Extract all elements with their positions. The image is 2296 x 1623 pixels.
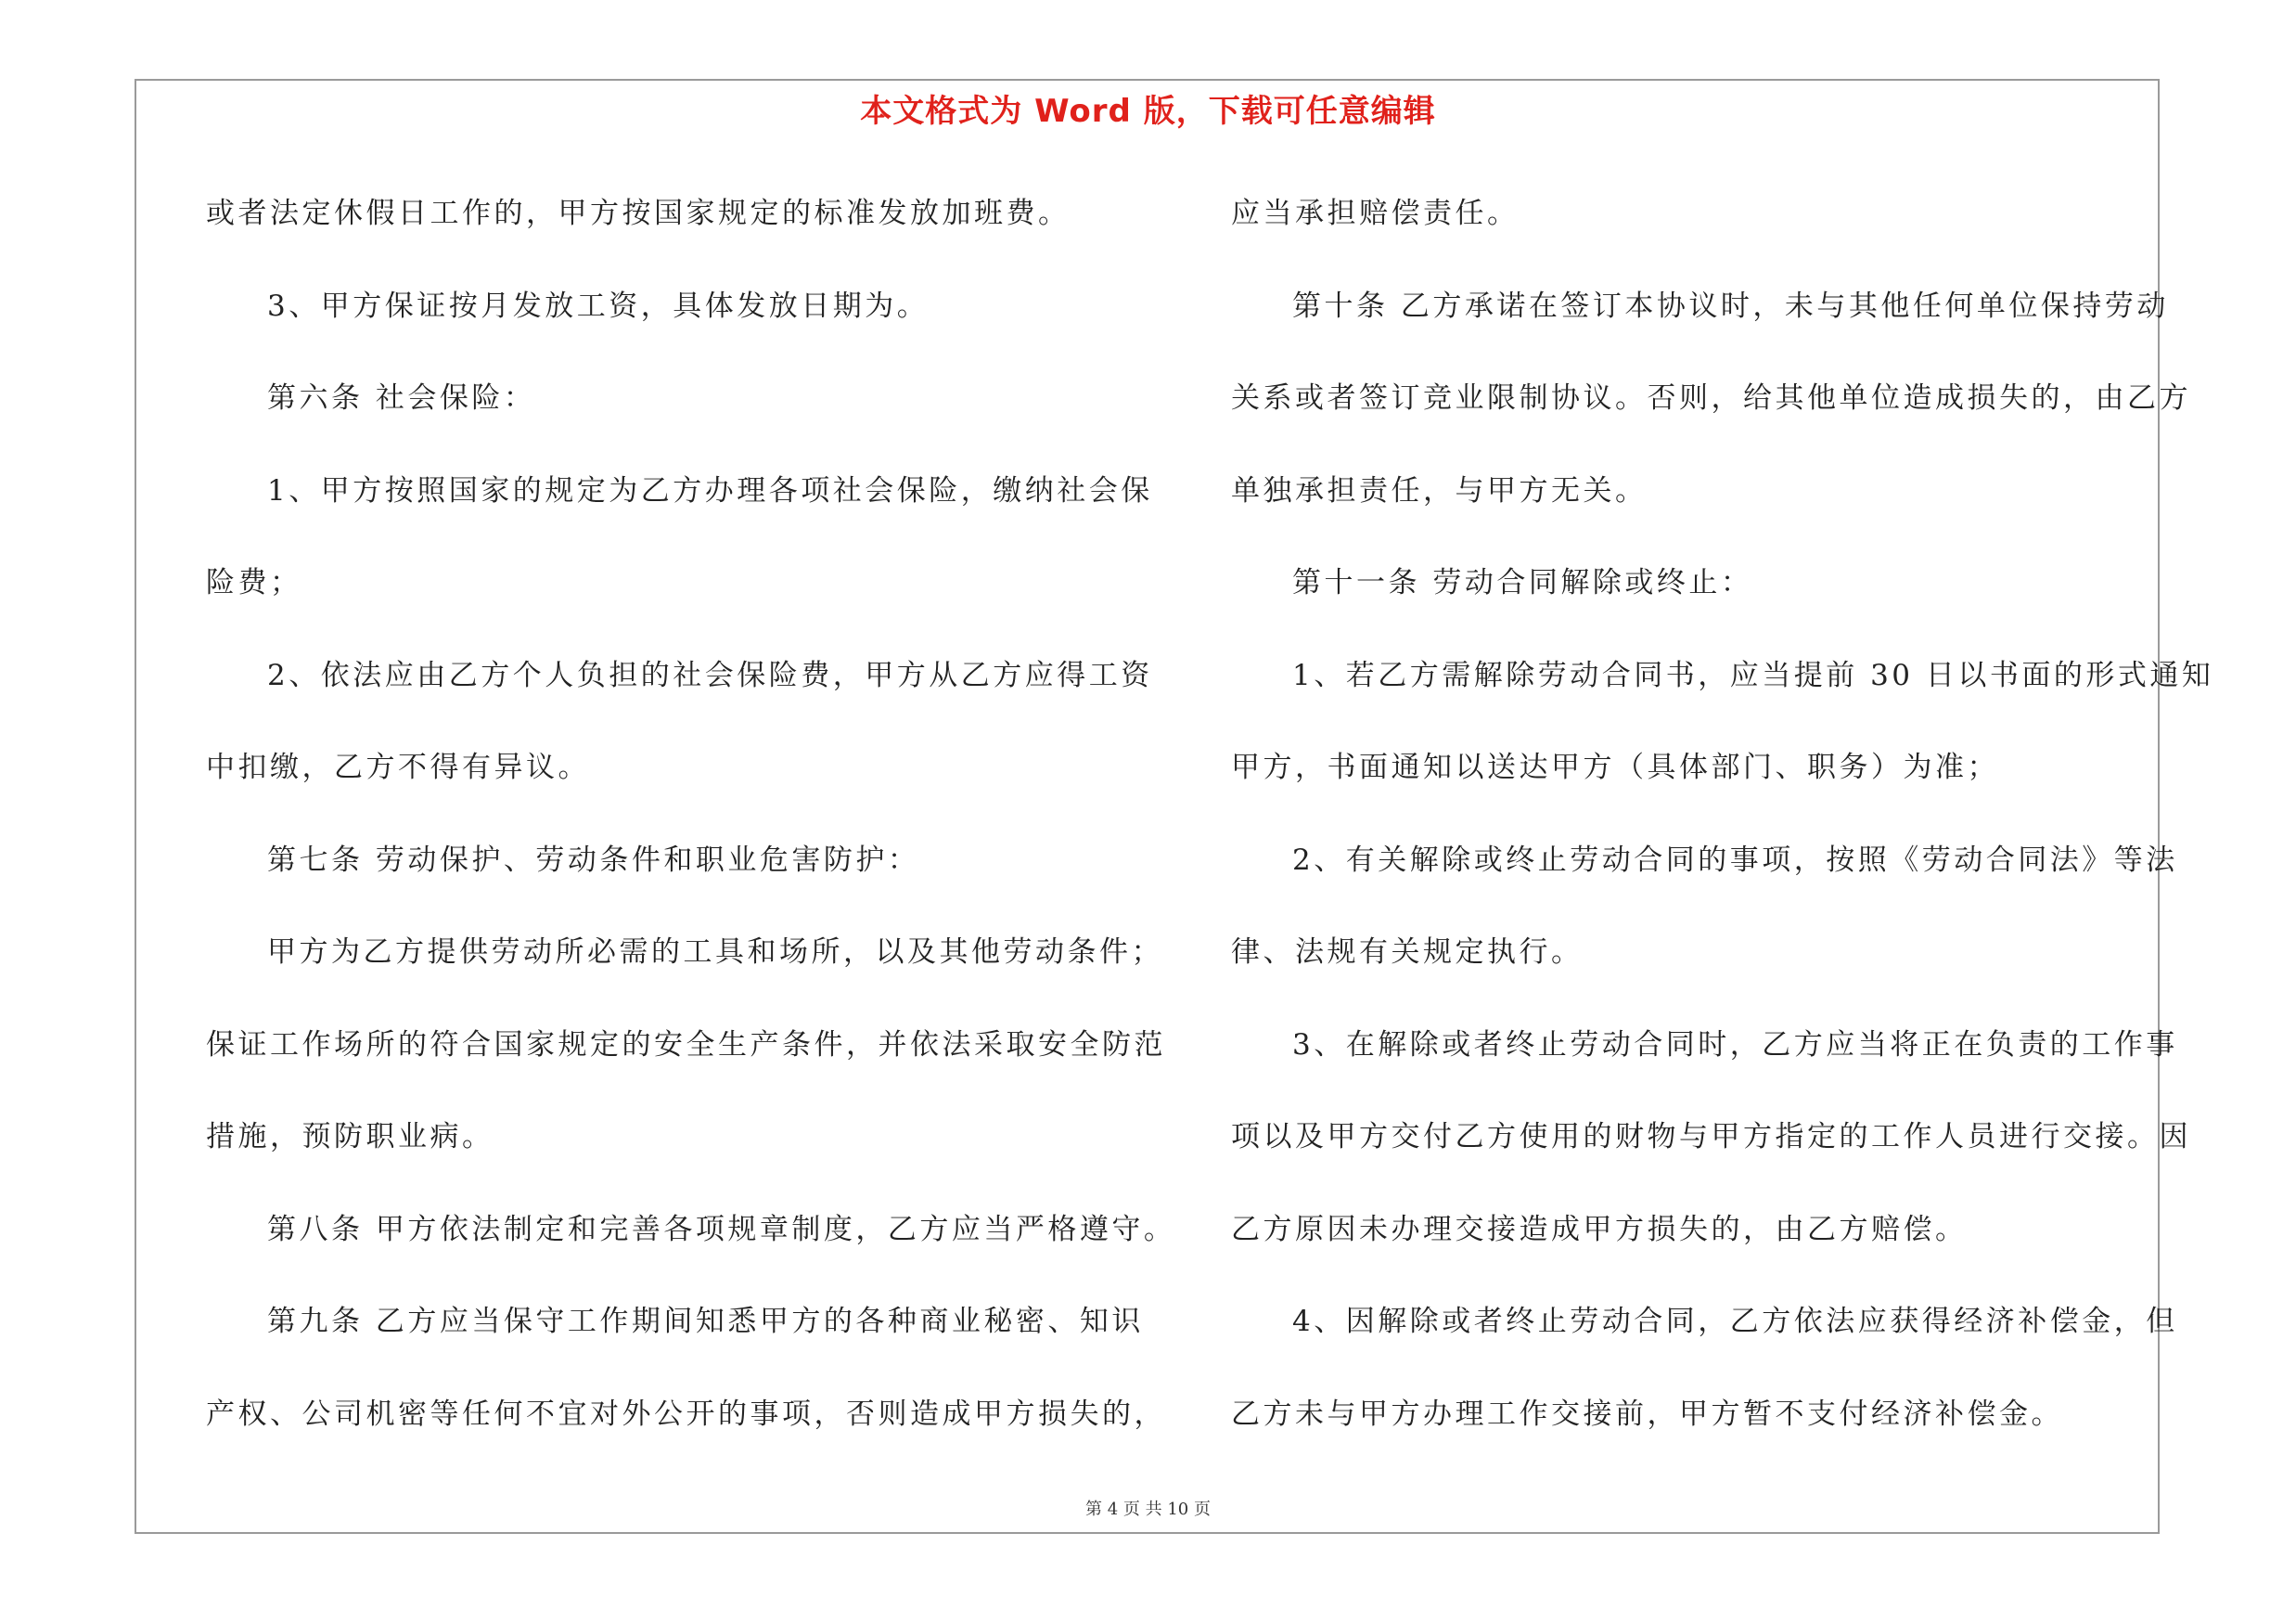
text-line: 第九条 乙方应当保守工作期间知悉甲方的各种商业秘密、知识 bbox=[267, 1305, 1144, 1338]
text-line: 中扣缴，乙方不得有异议。 bbox=[206, 751, 590, 784]
text-line: 2、有关解除或终止劳动合同的事项，按照《劳动合同法》等法 bbox=[1292, 843, 2178, 877]
text-line: 甲方，书面通知以送达甲方（具体部门、职务）为准； bbox=[1231, 751, 1999, 784]
text-line: 律、法规有关规定执行。 bbox=[1231, 935, 1584, 969]
text-line: 第十一条 劳动合同解除或终止： bbox=[1292, 566, 1753, 599]
right-text-column bbox=[1231, 181, 2214, 1474]
text-line: 项以及甲方交付乙方使用的财物与甲方指定的工作人员进行交接。因 bbox=[1231, 1120, 2191, 1153]
page-number-footer: 第 4 页 共 10 页 bbox=[1085, 1500, 1211, 1519]
text-line: 应当承担赔偿责任。 bbox=[1231, 197, 1520, 230]
text-line: 第六条 社会保险： bbox=[267, 381, 536, 415]
text-line: 第八条 甲方依法制定和完善各项规章制度，乙方应当严格遵守。 bbox=[267, 1212, 1176, 1246]
text-line: 关系或者签订竞业限制协议。否则，给其他单位造成损失的，由乙方 bbox=[1231, 381, 2191, 415]
text-line: 第七条 劳动保护、劳动条件和职业危害防护： bbox=[267, 843, 920, 877]
text-line: 2、依法应由乙方个人负担的社会保险费，甲方从乙方应得工资 bbox=[267, 658, 1153, 692]
text-line: 保证工作场所的符合国家规定的安全生产条件，并依法采取安全防范 bbox=[206, 1027, 1166, 1062]
text-line: 乙方未与甲方办理工作交接前，甲方暂不支付经济补偿金。 bbox=[1231, 1397, 2063, 1431]
text-line: 产权、公司机密等任何不宜对外公开的事项，否则造成甲方损失的， bbox=[206, 1397, 1166, 1431]
text-line: 1、若乙方需解除劳动合同书，应当提前 30 日以书面的形式通知 bbox=[1292, 658, 2214, 692]
text-line: 1、甲方按照国家的规定为乙方办理各项社会保险，缴纳社会保 bbox=[267, 473, 1153, 508]
text-line: 4、因解除或者终止劳动合同，乙方依法应获得经济补偿金，但 bbox=[1292, 1305, 2178, 1338]
text-line: 3、甲方保证按月发放工资，具体发放日期为。 bbox=[267, 289, 930, 323]
text-line: 单独承担责任，与甲方无关。 bbox=[1231, 473, 1648, 508]
left-text-column bbox=[206, 181, 1176, 1474]
text-line: 3、在解除或者终止劳动合同时，乙方应当将正在负责的工作事 bbox=[1292, 1027, 2178, 1062]
text-line: 措施，预防职业病。 bbox=[206, 1120, 494, 1153]
text-line: 第十条 乙方承诺在签订本协议时，未与其他任何单位保持劳动 bbox=[1292, 289, 2169, 323]
text-line: 或者法定休假日工作的，甲方按国家规定的标准发放加班费。 bbox=[206, 197, 1071, 230]
text-line: 险费； bbox=[206, 566, 302, 599]
text-line: 乙方原因未办理交接造成甲方损失的，由乙方赔偿。 bbox=[1231, 1212, 1968, 1246]
word-format-banner: 本文格式为 Word 版，下载可任意编辑 bbox=[860, 93, 1436, 130]
text-line: 甲方为乙方提供劳动所必需的工具和场所，以及其他劳动条件； bbox=[267, 935, 1163, 969]
